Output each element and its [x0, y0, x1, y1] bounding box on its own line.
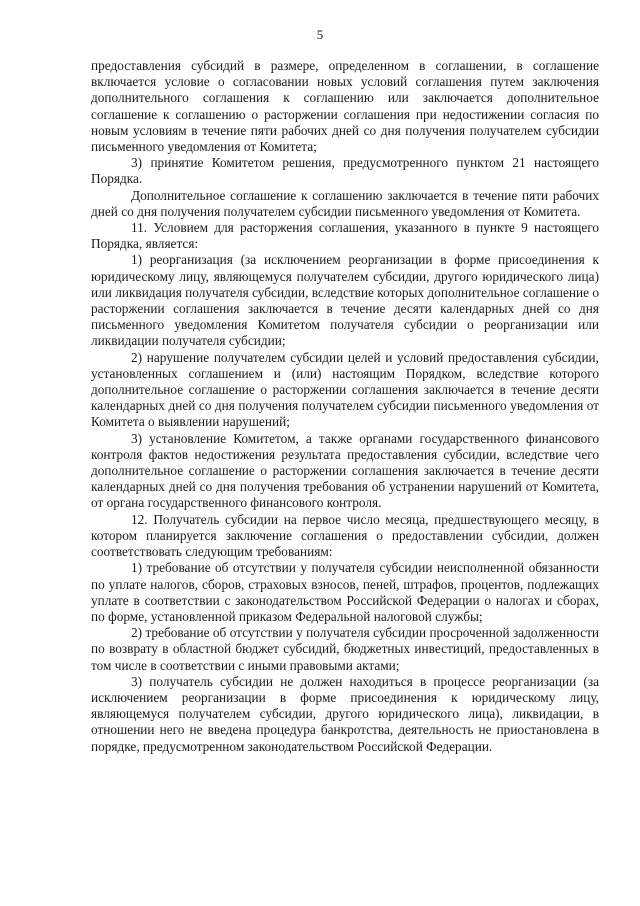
page-number: 5 — [316, 27, 324, 42]
paragraph-clause-11: 11. Условием для расторжения соглашения, указанного в пункте 9 настоящего Порядка, является: — [91, 220, 599, 252]
paragraph-clause-12: 12. Получатель субсидии на первое число месяца, предшествующего месяцу, в котором планируется заключение соглашения о предоставлении субсидии, должен соответствовать следующим требованиям: — [91, 511, 599, 560]
document-body — [91, 58, 599, 755]
paragraph-clause-11-item-3: 3) установление Комитетом, а также органами государственного финансового контроля фактов недостижения результата предоставления субсидии, вследствие чего дополнительное соглашение о расторжении соглашения заключается в течение десяти календарных дней со дня получения требования об устранении нарушений от Комитета, от органа государственного финансового контроля. — [91, 430, 599, 511]
paragraph-additional-agreement: Дополнительное соглашение к соглашению заключается в течение пяти рабочих дней со дня получения получателем субсидии письменного уведомления от Комитета. — [91, 187, 599, 219]
paragraph-clause-12-item-1: 1) требование об отсутствии у получателя субсидии неисполненной обязанности по уплате налогов, сборов, страховых взносов, пеней, штрафов, процентов, подлежащих уплате в соответствии с законодательством Российской Федерации о налогах и сборах, по форме, установленной приказом Федеральной налоговой службы; — [91, 560, 599, 624]
paragraph-item-3-decision: 3) принятие Комитетом решения, предусмотренного пунктом 21 настоящего Порядка. — [91, 155, 599, 187]
paragraph-clause-12-item-3: 3) получатель субсидии не должен находиться в процессе реорганизации (за исключением реорганизации в форме присоединения к юридическому лицу, являющемуся получателем субсидии, другого юридического лица), ликвидации, в отношении него не введена процедура банкротства, деятельность не приостановлена в порядке, предусмотренном законодательством Российской Федерации. — [91, 673, 599, 754]
paragraph-clause-11-item-1: 1) реорганизация (за исключением реорганизации в форме присоединения к юридическому лицу, являющемуся получателем субсидии, другого юридического лица) или ликвидация получателя субсидии, вследствие которых дополнительное соглашение о расторжении соглашения заключается в течение десяти календарных дней со дня письменного уведомления Комитетом получателя субсидии о реорганизации или ликвидации получателя субсидии; — [91, 252, 599, 349]
paragraph-clause-12-item-2: 2) требование об отсутствии у получателя субсидии просроченной задолженности по возврату в областной бюджет субсидий, бюджетных инвестиций, предоставленных в том числе в соответствии с иными правовыми актами; — [91, 625, 599, 673]
paragraph-clause-11-item-2: 2) нарушение получателем субсидии целей и условий предоставления субсидии, установленных соглашением и (или) настоящим Порядком, вследствие которого дополнительное соглашение о расторжении соглашения заключается в течение десяти календарных дней со дня получения получателем субсидии письменного уведомления от Комитета о выявлении нарушений; — [91, 349, 599, 430]
paragraph-continuation: предоставления субсидий в размере, определенном в соглашении, в соглашение включается условие о согласовании новых условий соглашения путем заключения дополнительного соглашения к соглашению или заключается дополнительное соглашение к соглашению о расторжении соглашения при недостижении согласия по новым условиям в течение пяти рабочих дней со дня получения получателем субсидии письменного уведомления от Комитета; — [91, 58, 599, 155]
